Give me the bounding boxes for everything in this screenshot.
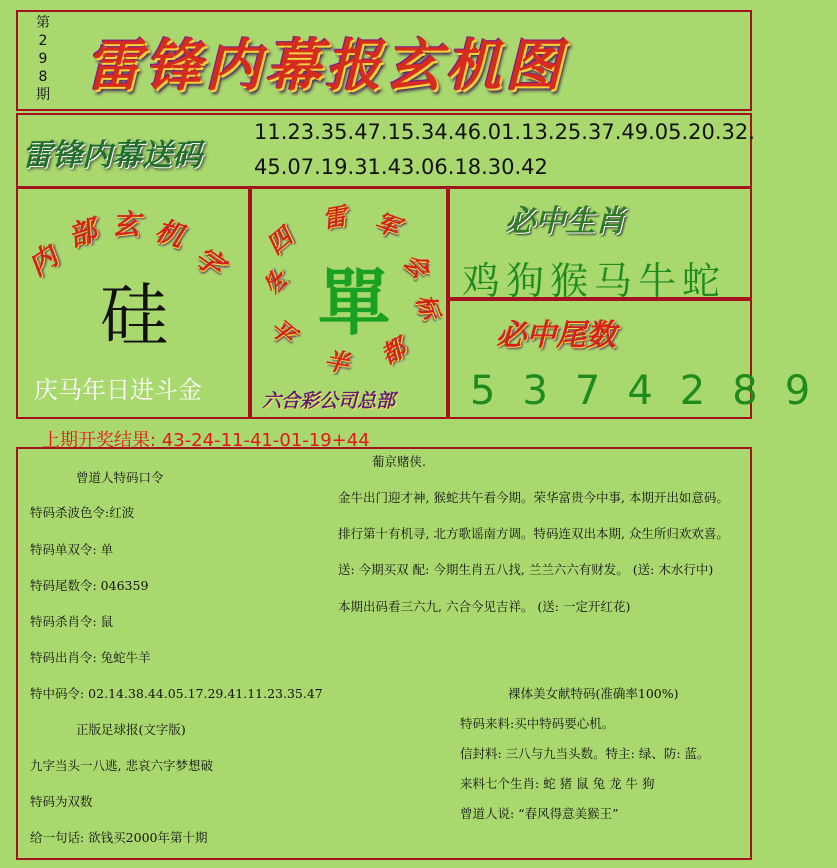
lower-left-item: 给一句话: 欲钱买2000年第十期 (30, 830, 208, 845)
ring-char: 军 (371, 206, 404, 243)
arc-char: 玄 (112, 208, 141, 241)
left-caption: 庆马年日进斗金 (34, 376, 202, 404)
lower-right-line: 信封料: 三八与九当头数。特主: 绿、防: 蓝。 (460, 746, 710, 761)
numbers-line-1: 11.23.35.47.15.34.46.01.13.25.37.49.05.20.32. (254, 120, 755, 144)
lower-left-item: 特中码令: 02.14.38.44.05.17.29.41.11.23.35.47 (30, 686, 323, 701)
lower-right-heading-2: 裸体美女献特码(准确率100%) (508, 686, 679, 701)
ring-char: 冬 (258, 267, 294, 301)
ring-char: 标 (410, 289, 446, 323)
lower-right-line: 来料七个生肖: 蛇 猪 鼠 兔 龙 牛 狗 (460, 776, 655, 791)
ring-char: 会 (397, 246, 436, 284)
ring-char: 雷 (320, 201, 349, 234)
lower-left-heading-2: 正版足球报(文字版) (76, 722, 186, 737)
lower-left-item: 特码为双数 (30, 794, 93, 809)
lower-right-line: 金牛出门迎才神, 猴蛇共午看今期。荣华富贵今中事, 本期开出如意码。 (338, 490, 729, 505)
lower-right-line: 本期出码看三六九, 六合今见吉祥。 (送: 一定开红花) (338, 599, 631, 614)
tail-digits: 5374289 (470, 368, 837, 414)
lower-left-item: 特码尾数令: 046359 (30, 578, 149, 593)
last-result: 上期开奖结果: 43-24-11-41-01-19+44 (42, 430, 370, 451)
company-label: 六合彩公司总部 (262, 390, 396, 412)
page-title: 雷锋内幕报玄机图 (85, 33, 565, 99)
arc-char: 内 (21, 239, 64, 283)
lower-left-item: 特码杀波色令:红波 (30, 505, 135, 520)
zodiac-list: 鸡狗猴马牛蛇 (462, 259, 727, 303)
lower-left-heading: 曾道人特码口令 (76, 470, 164, 485)
zodiac-title: 必中生肖 (505, 204, 625, 239)
ring-char: 平 (264, 312, 302, 350)
ring-char: 四 (260, 222, 298, 260)
numbers-title: 雷锋内幕送码 (22, 138, 202, 173)
arc-char: 机 (151, 213, 188, 254)
lower-left-item: 九字当头一八逃, 悲哀六字梦想破 (30, 758, 213, 773)
lower-right-heading: 葡京赌侠. (372, 454, 426, 469)
arc-char: 部 (64, 213, 101, 254)
lower-right-line: 排行第十有机寻, 北方歌谣南方调。特码连双出本期, 众生所归欢欢喜。 (338, 526, 729, 541)
ring-char: 半 (322, 345, 351, 378)
lower-right-line: 曾道人说: “春风得意美猴王” (460, 806, 619, 821)
lower-right-line: 送: 今期买双 配: 今期生肖五八找, 兰兰六六有财发。 (送: 木水行中) (338, 562, 714, 577)
lower-left-item: 特码杀肖令: 鼠 (30, 614, 114, 629)
secret-character: 硅 (100, 277, 169, 356)
odd-even-character: 單 (318, 261, 391, 345)
lower-right-line: 特码来料:买中特码要心机。 (460, 716, 615, 731)
numbers-line-2: 45.07.19.31.43.06.18.30.42 (254, 155, 548, 179)
tail-title: 必中尾数 (496, 318, 616, 353)
issue-number: 第 2 9 8 期 (36, 15, 50, 103)
lower-left-item: 特码出肖令: 兔蛇牛羊 (30, 650, 151, 665)
lower-left-item: 特码单双令: 单 (30, 542, 114, 557)
ring-char: 都 (375, 332, 411, 370)
arc-char: 字 (188, 239, 231, 283)
